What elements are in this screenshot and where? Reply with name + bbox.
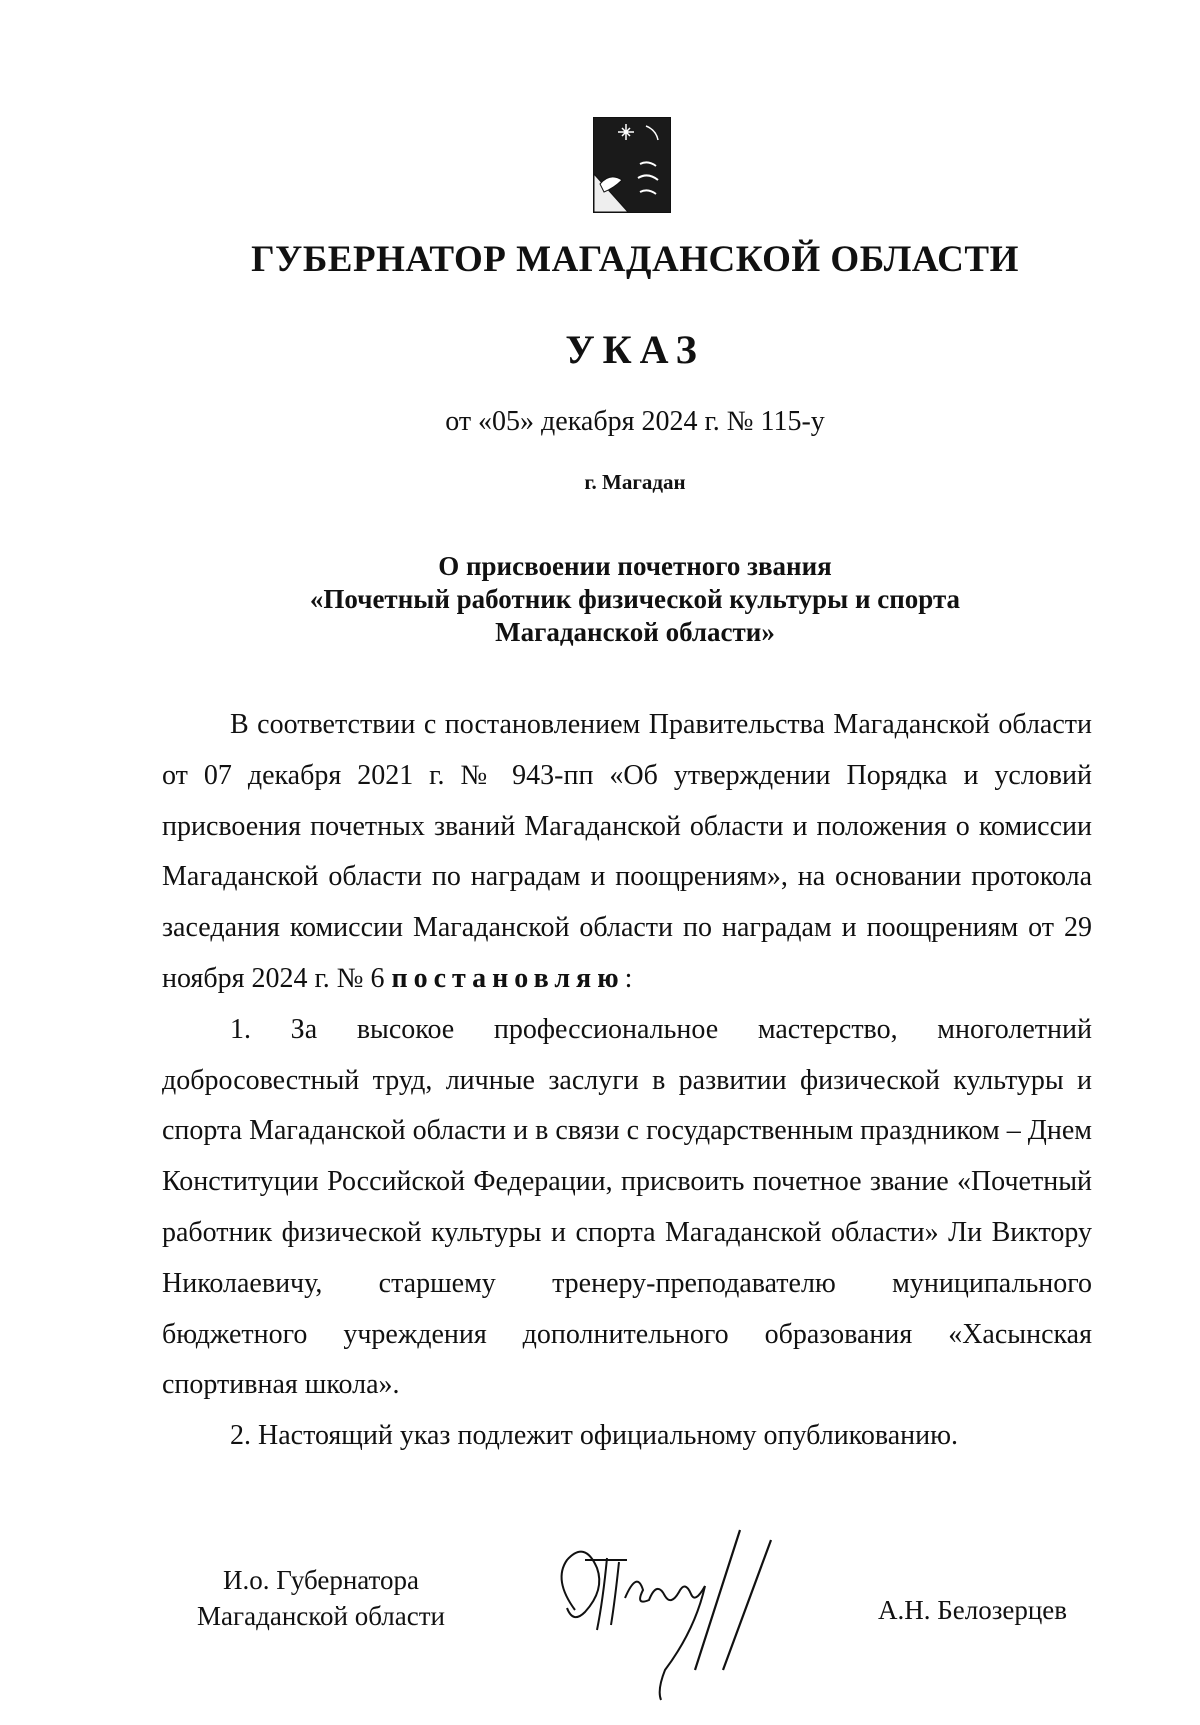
preamble-paragraph <box>162 700 1092 1005</box>
authority-title: ГУБЕРНАТОР МАГАДАНСКОЙ ОБЛАСТИ <box>251 239 1019 280</box>
signatory-position <box>176 1562 466 1634</box>
decree-word: постановляю <box>391 962 625 994</box>
document-body <box>162 700 1092 1462</box>
document-subject <box>0 550 1200 649</box>
document-place: г. Магадан <box>584 470 686 494</box>
document-date-number: от «05» декабря 2024 г. № 115-у <box>445 406 825 437</box>
item-2-paragraph: 2. Настоящий указ подлежит официальному опубликованию. <box>230 1420 959 1452</box>
handwritten-signature <box>545 1520 795 1710</box>
subject-line: О присвоении почетного звания <box>438 551 832 581</box>
document-type: УКАЗ <box>565 327 705 372</box>
subject-line: Магаданской области» <box>495 617 775 647</box>
item-1-paragraph: 1. За высокое профессиональное мастерство, многолетний добросовестный труд, личные заслуги в развитии физической культуры и спорта Магаданской области и в связи с государственным праздником – Днем Конституции Российской Федерации, присвоить почетное звание «Почетный работник физической культуры и спорта Магаданской области» Ли Виктору Николаевичу, старшему тренеру-преподавателю муниципального бюджетного учреждения дополнительного образования «Хасынская спортивная школа». <box>162 1013 1092 1401</box>
position-line: Магаданской области <box>197 1601 445 1631</box>
decree-punct: : <box>624 962 633 994</box>
subject-line: «Почетный работник физической культуры и спорта <box>309 584 961 614</box>
preamble-text: В соответствии с постановлением Правительства Магаданской области от 07 декабря 2021 г. № 943-пп «Об утверждении Порядка и условий присвоения почетных званий Магаданской области и положения о комиссии Магаданской области по наградам и поощрениям», на основании протокола заседания комиссии Магаданской области по наградам и поощрениям от 29 ноября 2024 г. № 6 <box>162 709 1092 994</box>
position-line: И.о. Губернатора <box>222 1565 419 1595</box>
signatory-name: А.Н. Белозерцев <box>878 1595 1068 1625</box>
coat-of-arms-icon <box>590 114 674 214</box>
